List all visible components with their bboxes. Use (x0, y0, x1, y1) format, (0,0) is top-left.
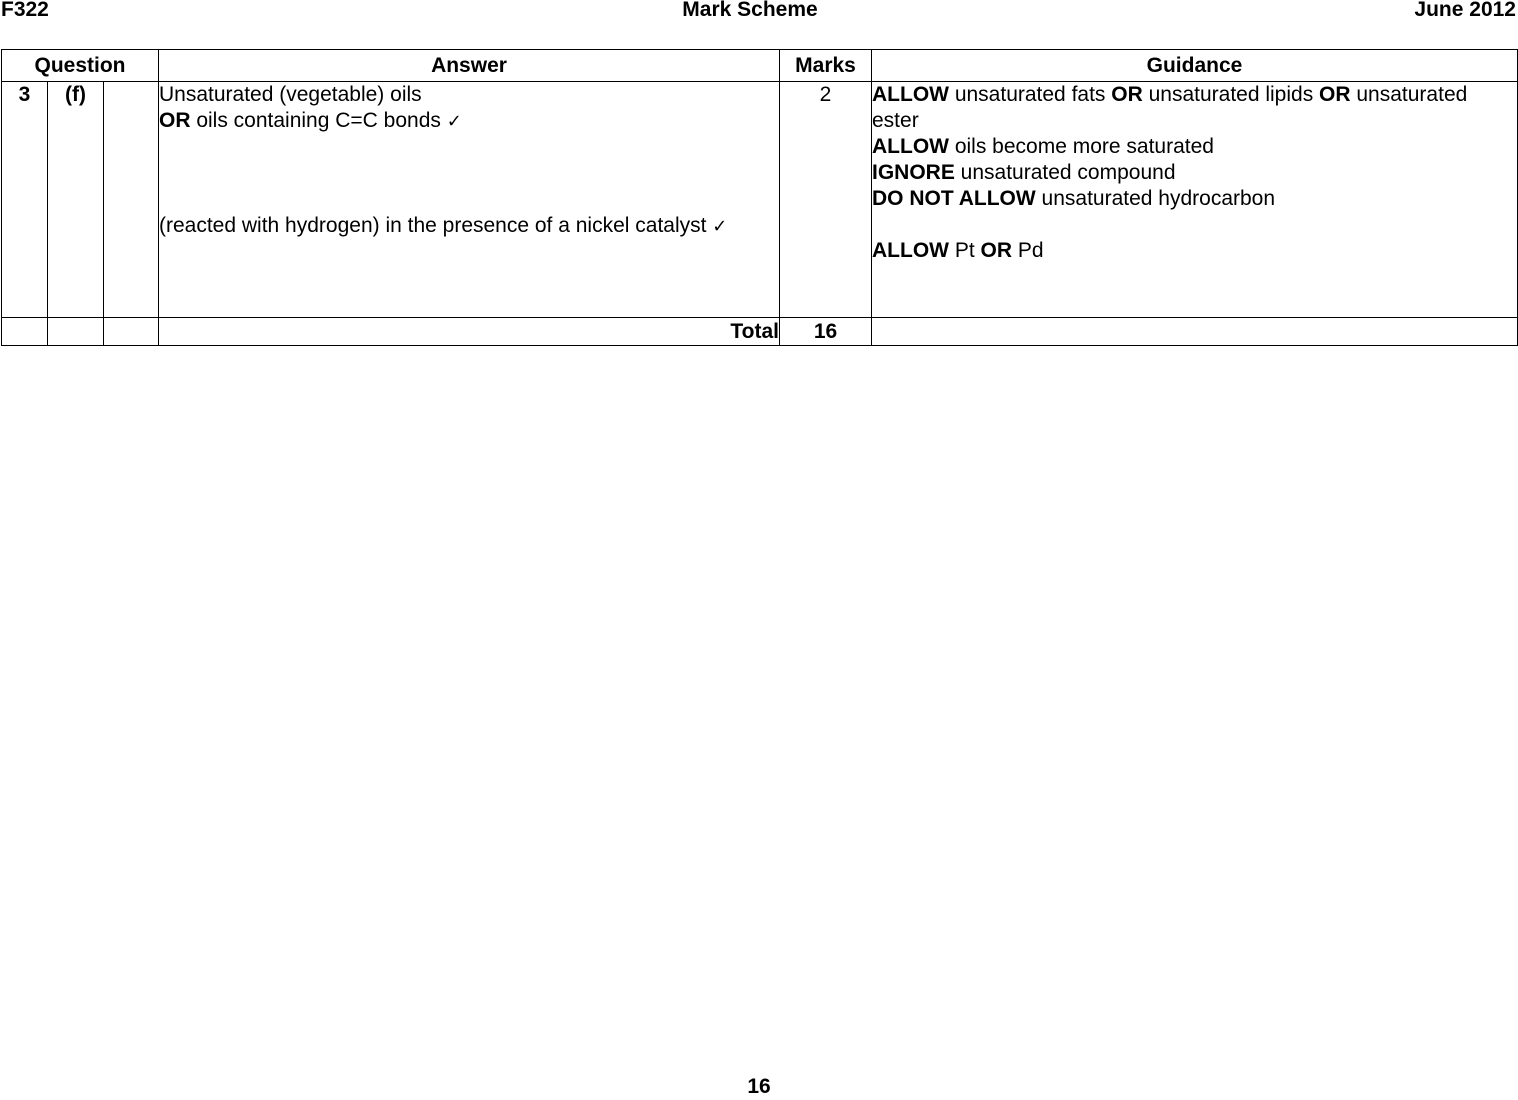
answer-line-1: Unsaturated (vegetable) oils (159, 83, 422, 106)
page-number: 16 (747, 1075, 771, 1098)
guidance-line-3 (872, 160, 1517, 186)
allow-keyword: ALLOW (872, 239, 949, 262)
document-code: F322 (1, 0, 49, 21)
guidance-line-4 (872, 186, 1517, 212)
total-row (2, 318, 1518, 346)
guidance-text: unsaturated hydrocarbon (1035, 187, 1276, 210)
question-number: 3 (2, 82, 48, 318)
do-not-allow-keyword: DO NOT ALLOW (872, 187, 1036, 210)
or-keyword: OR (1111, 83, 1143, 106)
guidance-cell (872, 82, 1518, 318)
marks-header: Marks (780, 50, 872, 82)
guidance-text: unsaturated lipids (1142, 83, 1320, 106)
or-keyword: OR (980, 239, 1012, 262)
answer-line-2 (159, 108, 779, 135)
guidance-text: unsaturated compound (954, 161, 1176, 184)
answer-or-keyword: OR (159, 109, 191, 132)
guidance-text: Pd (1012, 239, 1044, 262)
answer-cell (159, 82, 780, 318)
tick-icon: ✓ (446, 111, 462, 132)
answer-header: Answer (159, 50, 780, 82)
guidance-text: unsaturated ester (872, 83, 1468, 132)
tick-icon: ✓ (712, 216, 728, 237)
allow-keyword: ALLOW (872, 83, 949, 106)
guidance-line-2 (872, 134, 1517, 160)
marks-value: 2 (780, 82, 872, 318)
guidance-text: unsaturated fats (948, 83, 1112, 106)
allow-keyword: ALLOW (872, 135, 949, 158)
guidance-text: Pt (948, 239, 981, 262)
mark-scheme-table (1, 49, 1518, 346)
or-keyword: OR (1319, 83, 1351, 106)
guidance-line-5 (872, 238, 1517, 264)
ignore-keyword: IGNORE (872, 161, 955, 184)
document-date: June 2012 (1414, 0, 1516, 21)
question-part: (f) (48, 82, 104, 318)
answer-line-3 (159, 213, 779, 240)
total-value: 16 (780, 318, 872, 346)
question-header: Question (2, 50, 159, 82)
guidance-text: oils become more saturated (948, 135, 1214, 158)
guidance-line-1 (872, 82, 1517, 134)
answer-line-2-text: oils containing C=C bonds (190, 109, 447, 132)
answer-line-3-text: (reacted with hydrogen) in the presence of a nickel catalyst (159, 214, 713, 237)
table-header-row (2, 50, 1518, 82)
question-subpart (104, 82, 159, 318)
total-label: Total (159, 318, 780, 346)
document-title: Mark Scheme (682, 0, 818, 21)
guidance-header: Guidance (872, 50, 1518, 82)
table-row (2, 82, 1518, 318)
